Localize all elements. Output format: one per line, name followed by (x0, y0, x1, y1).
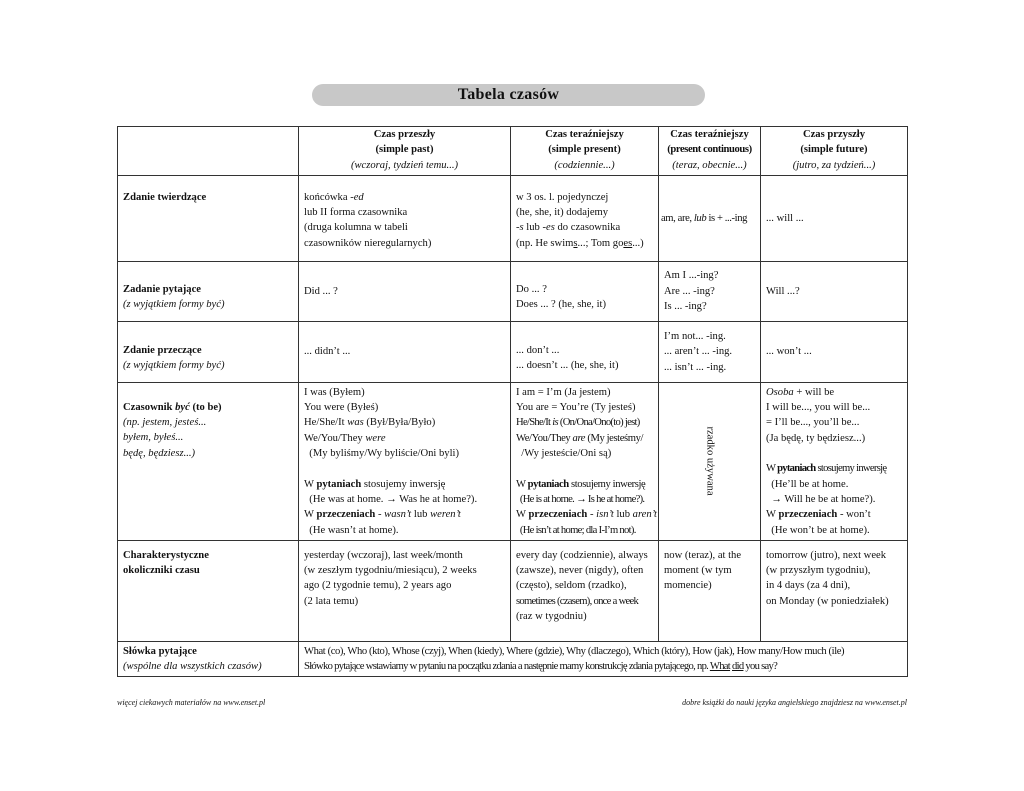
byc-past: I was (Byłem) You were (Byłeś) He/She/It was (Był/Była/Było) We/You/They were (My byliśmy/Wy byliście/Oni byli) W pytaniach stosujemy inwersję (He was at home. → Was he at home?). W przeczeniach - wasn’t lub weren’t (He wasn’t at home). (299, 382, 511, 540)
pytajace-continuous: Am I ...-ing? Are ... -ing? Is ... -ing? (659, 261, 761, 321)
byc-continuous (659, 382, 761, 540)
tenses-table (117, 126, 908, 677)
question-words-rule: Słówko pytające wstawiamy w pytaniu na początku zdania a następnie mamy konstrukcję zdania pytającego, np. What did you say? (304, 661, 778, 673)
row-label-przeczace: Zdanie przeczące (z wyjątkiem formy być) (118, 321, 299, 382)
twierdzace-continuous: am, are, lub is + ...-ing (659, 175, 761, 261)
question-words-line: What (co), Who (kto), Whose (czyj), When (kiedy), Where (gdzie), Why (dlaczego), Which (który), How (jak), How many/How much (ile) (304, 645, 845, 657)
twierdzace-past: końcówka -ed lub II forma czasownika (druga kolumna w tabeli czasowników nieregularnych) (299, 175, 511, 261)
footer-right: dobre książki do nauki języka angielskiego znajdziesz na www.enset.pl (682, 698, 907, 707)
row-slowka (118, 641, 908, 677)
przeczace-past: ... didn’t ... (299, 321, 511, 382)
row-okoliczniki (118, 540, 908, 641)
slowka-content (299, 641, 908, 677)
twierdzace-present: w 3 os. l. pojedynczej (he, she, it) dodajemy -s lub -es do czasownika (np. He swims...; Tom goes...) (511, 175, 659, 261)
pytajace-future: Will ...? (761, 261, 908, 321)
byc-future: Osoba + will be I will be..., you will be... = I’ll be..., you’ll be... (Ja będę, ty będziesz...) W pytaniach stosujemy inwersję (He’ll be at home. → Will he be at home?). W przeczeniach - won’t (He won’t be at home). (761, 382, 908, 540)
przeczace-continuous: I’m not... -ing. ... aren’t ... -ing. ... isn’t ... -ing. (659, 321, 761, 382)
rarely-used-vertical-label: rzadko używana (704, 426, 716, 496)
row-przeczace (118, 321, 908, 382)
footer-left: więcej ciekawych materiałów na www.enset.pl (117, 698, 266, 707)
header-empty-cell (118, 127, 299, 176)
row-label-twierdzace: Zdanie twierdzące (118, 175, 299, 261)
byc-present: I am = I’m (Ja jestem) You are = You’re (Ty jesteś) He/She/It is (On/Ona/Ono(to) jest) We/You/They are (My jesteśmy/ /Wy jesteście/Oni są) W pytaniach stosujemy inwersję (He is at home. → Is he at home?). W przeczeniach - isn’t lub aren’t (He isn’t at home; dla I-I’m not). (511, 382, 659, 540)
row-label-okoliczniki: Charakterystyczne okoliczniki czasu (118, 540, 299, 641)
header-simple-present: Czas teraźniejszy (simple present) (codziennie...) (511, 127, 659, 176)
okoliczniki-continuous: now (teraz), at the moment (w tym momencie) (659, 540, 761, 641)
okoliczniki-past: yesterday (wczoraj), last week/month (w zeszłym tygodniu/miesiącu), 2 weeks ago (2 tygodnie temu), 2 years ago (2 lata temu) (299, 540, 511, 641)
przeczace-future: ... won’t ... (761, 321, 908, 382)
row-label-byc: Czasownik być (to be) (np. jestem, jesteś... byłem, byłeś... będę, będziesz...) (118, 382, 299, 540)
header-simple-future: Czas przyszły (simple future) (jutro, za tydzień...) (761, 127, 908, 176)
pytajace-present: Do ... ? Does ... ? (he, she, it) (511, 261, 659, 321)
row-label-slowka: Słówka pytające (wspólne dla wszystkich czasów) (118, 641, 299, 677)
okoliczniki-present: every day (codziennie), always (zawsze), never (nigdy), often (często), seldom (rzadko), sometimes (czasem), once a week (raz w tygodniu) (511, 540, 659, 641)
pytajace-past: Did ... ? (299, 261, 511, 321)
header-present-continuous: Czas teraźniejszy (present continuous) (teraz, obecnie...) (659, 127, 761, 176)
przeczace-present: ... don’t ... ... doesn’t ... (he, she, it) (511, 321, 659, 382)
page-title: Tabela czasów (312, 84, 705, 106)
twierdzace-future: ... will ... (761, 175, 908, 261)
row-byc (118, 382, 908, 540)
row-label-pytajace: Zadanie pytające (z wyjątkiem formy być) (118, 261, 299, 321)
okoliczniki-future: tomorrow (jutro), next week (w przyszłym tygodniu), in 4 days (za 4 dni), on Monday (w poniedziałek) (761, 540, 908, 641)
header-simple-past: Czas przeszły (simple past) (wczoraj, tydzień temu...) (299, 127, 511, 176)
header-row (118, 127, 908, 176)
row-pytajace (118, 261, 908, 321)
row-twierdzace (118, 175, 908, 261)
